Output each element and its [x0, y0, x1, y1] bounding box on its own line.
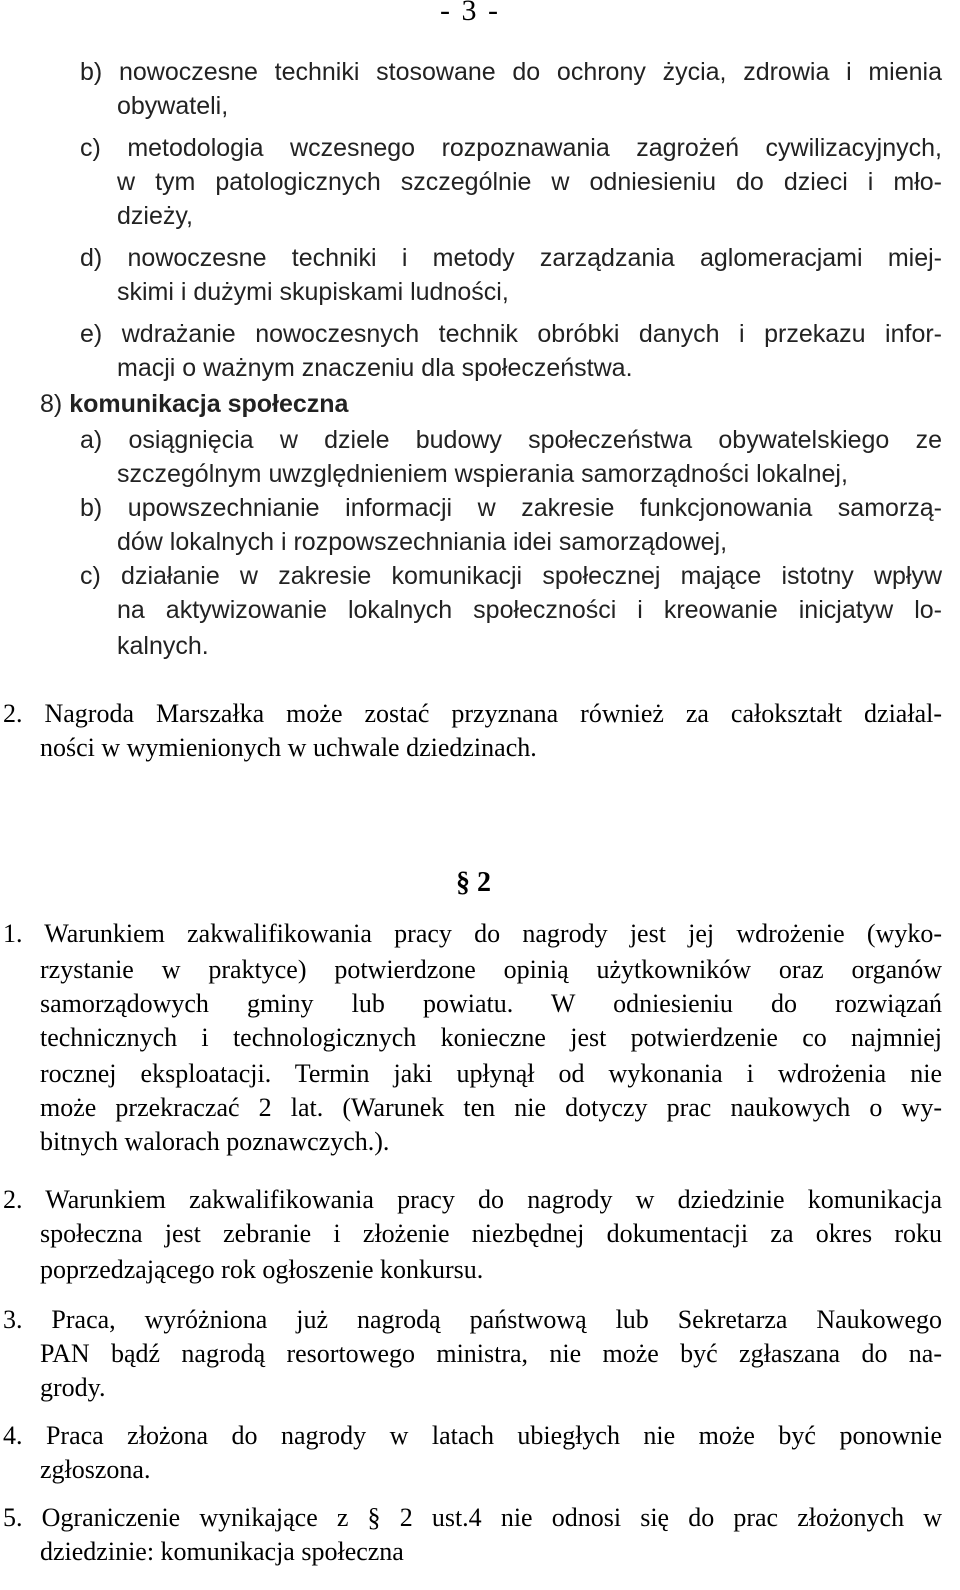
- list7-line-5: d) nowoczesne techniki i metody zarządzania aglomeracjami miej-: [80, 244, 942, 272]
- para1-line-4: rocznej eksploatacji. Termin jaki upłynął od wykonania i wdrożenia nie: [40, 1059, 942, 1088]
- point2-line-1: ności w wymienionych w uchwale dziedzinach.: [40, 733, 537, 762]
- para5-line-0: 5. Ograniczenie wynikające z § 2 ust.4 nie odnosi się do prac złożonych w: [3, 1503, 942, 1532]
- para4-line-0: 4. Praca złożona do nagrody w latach ubiegłych nie może być ponownie: [3, 1421, 942, 1450]
- list7-line-8: macji o ważnym znaczeniu dla społeczeństwa.: [117, 354, 633, 382]
- item8-number: 8): [40, 390, 63, 418]
- para3-line-1: PAN bądź nagrodą resortowego ministra, nie może być zgłaszana do na-: [40, 1339, 942, 1368]
- item8-line-4: c) działanie w zakresie komunikacji społecznej mające istotny wpływ: [80, 562, 942, 590]
- para1-line-3: technicznych i technologicznych konieczne jest potwierdzenie co najmniej: [40, 1023, 942, 1052]
- list7-line-4: dzieży,: [117, 202, 193, 230]
- item8-line-1: szczególnym uwzględnieniem wspierania samorządności lokalnej,: [117, 460, 848, 488]
- para1-line-6: bitnych walorach poznawczych.).: [40, 1127, 390, 1156]
- item8-line-3: dów lokalnych i rozpowszechniania idei samorządowej,: [117, 528, 728, 556]
- para2-line-2: poprzedzającego rok ogłoszenie konkursu.: [40, 1255, 484, 1284]
- point2-line-0: 2. Nagroda Marszałka może zostać przyznana również za całokształt działal-: [3, 699, 942, 728]
- list7-line-7: e) wdrażanie nowoczesnych technik obróbki danych i przekazu infor-: [80, 320, 942, 348]
- item8-line-0: a) osiągnięcia w dziele budowy społeczeństwa obywatelskiego ze: [80, 426, 942, 454]
- para4-line-1: zgłoszona.: [40, 1455, 151, 1484]
- item8-line-6: kalnych.: [117, 632, 209, 660]
- para2-line-0: 2. Warunkiem zakwalifikowania pracy do nagrody w dziedzinie komunikacja: [3, 1185, 942, 1214]
- page-number: - 3 -: [440, 0, 500, 27]
- section-heading: § 2: [456, 867, 491, 898]
- para2-line-1: społeczna jest zebranie i złożenie niezbędnej dokumentacji za okres roku: [40, 1219, 942, 1248]
- para3-line-2: grody.: [40, 1373, 106, 1402]
- item8-line-2: b) upowszechnianie informacji w zakresie funkcjonowania samorzą-: [80, 494, 942, 522]
- para1-line-0: 1. Warunkiem zakwalifikowania pracy do nagrody jest jej wdrożenie (wyko-: [3, 919, 942, 948]
- para1-line-5: może przekraczać 2 lat. (Warunek ten nie dotyczy prac naukowych o wy-: [40, 1093, 942, 1122]
- item8-heading: [40, 387, 348, 421]
- para5-line-1: dziedzinie: komunikacja społeczna: [40, 1537, 404, 1566]
- para1-line-2: samorządowych gminy lub powiatu. W odniesieniu do rozwiązań: [40, 989, 942, 1018]
- list7-line-3: w tym patologicznych szczególnie w odniesieniu do dzieci i mło-: [117, 168, 942, 196]
- para1-line-1: rzystanie w praktyce) potwierdzone opinią użytkowników oraz organów: [40, 955, 942, 984]
- item8-line-5: na aktywizowanie lokalnych społeczności i kreowanie inicjatyw lo-: [117, 596, 942, 624]
- list7-line-0: b) nowoczesne techniki stosowane do ochrony życia, zdrowia i mienia: [80, 58, 942, 86]
- list7-line-6: skimi i dużymi skupiskami ludności,: [117, 278, 509, 306]
- para3-line-0: 3. Praca, wyróżniona już nagrodą państwową lub Sekretarza Naukowego: [3, 1305, 942, 1334]
- list7-line-2: c) metodologia wczesnego rozpoznawania zagrożeń cywilizacyjnych,: [80, 134, 942, 162]
- list7-line-1: obywateli,: [117, 92, 229, 120]
- item8-title: komunikacja społeczna: [69, 390, 349, 418]
